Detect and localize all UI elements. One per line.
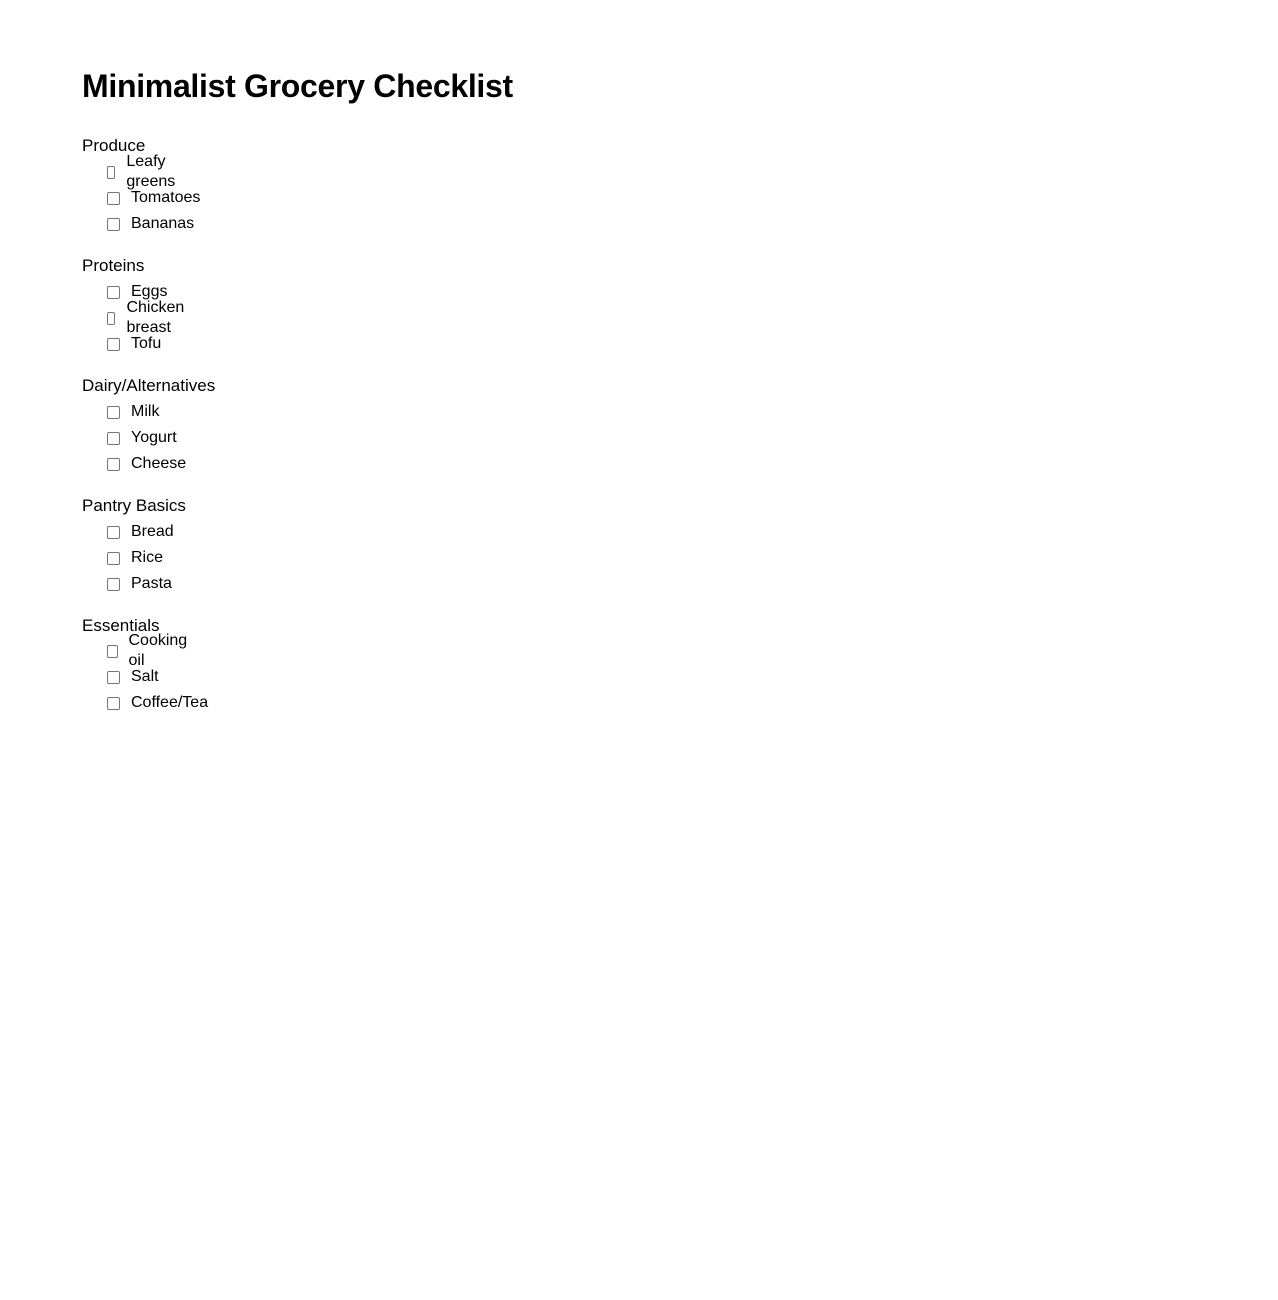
checkbox[interactable]	[107, 406, 120, 419]
section-label: Proteins	[82, 256, 145, 275]
checkbox[interactable]	[107, 552, 120, 565]
item-label: Tomatoes	[131, 189, 201, 206]
item-label: Bread	[131, 523, 174, 540]
item-label: Bananas	[131, 215, 195, 232]
checkbox[interactable]	[107, 312, 115, 325]
section-produce	[82, 136, 201, 232]
checklist-item[interactable]	[107, 522, 174, 542]
checklist-item[interactable]	[107, 214, 194, 234]
page-title: Minimalist Grocery Checklist	[82, 68, 513, 104]
item-label: Milk	[131, 403, 160, 420]
item-label: Salt	[131, 668, 159, 685]
section-label: Produce	[82, 136, 146, 155]
item-label: Eggs	[131, 283, 168, 300]
section-label: Essentials	[82, 616, 160, 635]
checkbox[interactable]	[107, 671, 120, 684]
checklist-item[interactable]	[107, 188, 200, 208]
checkbox[interactable]	[107, 286, 120, 299]
checklist-item[interactable]	[107, 667, 159, 687]
checkbox[interactable]	[107, 218, 120, 231]
checkbox[interactable]	[107, 526, 120, 539]
checklist-item[interactable]	[107, 454, 186, 474]
checkbox[interactable]	[107, 458, 120, 471]
section-dairy-alternatives	[82, 376, 216, 472]
checklist-item[interactable]	[107, 334, 161, 354]
checkbox[interactable]	[107, 166, 115, 179]
item-label: Cooking oil	[128, 632, 188, 669]
checklist-item[interactable]	[107, 402, 159, 422]
section-proteins	[82, 256, 185, 352]
section-essentials	[82, 616, 209, 711]
checklist-item[interactable]	[107, 299, 189, 336]
checklist-item[interactable]	[107, 574, 172, 594]
item-label: Chicken breast	[126, 299, 185, 336]
section-pantry-basics	[82, 496, 186, 592]
checklist-item[interactable]	[107, 632, 190, 669]
item-label: Yogurt	[131, 429, 177, 446]
item-label: Cheese	[131, 455, 187, 472]
checkbox[interactable]	[107, 645, 118, 658]
item-label: Leafy greens	[126, 153, 176, 190]
checkbox[interactable]	[107, 338, 120, 351]
grocery-checklist-page	[82, 66, 513, 711]
checklist-item[interactable]	[107, 428, 177, 448]
item-label: Rice	[131, 549, 164, 566]
item-label: Coffee/Tea	[131, 694, 209, 711]
section-label: Pantry Basics	[82, 496, 186, 515]
checkbox[interactable]	[107, 192, 120, 205]
checklist-item[interactable]	[107, 693, 208, 713]
checklist-item[interactable]	[107, 153, 180, 190]
item-label: Tofu	[131, 335, 162, 352]
item-label: Pasta	[131, 575, 172, 592]
checklist-item[interactable]	[107, 548, 163, 568]
checkbox[interactable]	[107, 432, 120, 445]
section-label: Dairy/Alternatives	[82, 376, 216, 395]
checkbox[interactable]	[107, 697, 120, 710]
checkbox[interactable]	[107, 578, 120, 591]
